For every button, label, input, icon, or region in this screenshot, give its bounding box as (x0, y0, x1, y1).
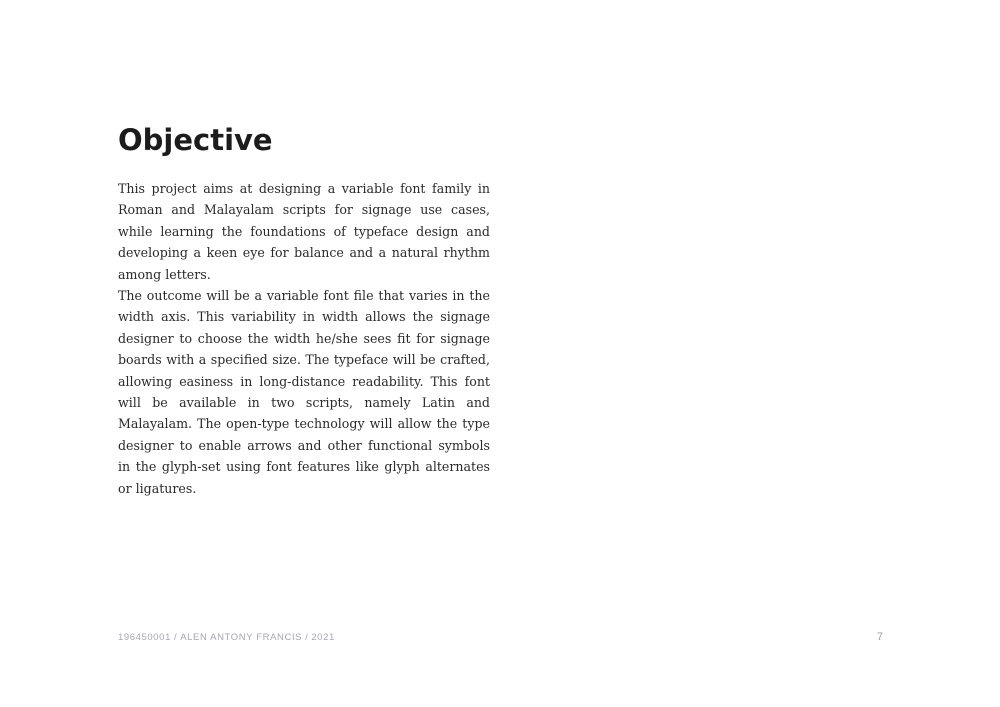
objective-paragraph-2: The outcome will be a variable font file that varies in the width axis. This variability in width allows the signage designer to choose the width he/she sees fit for signage boards with a specified size. The typeface will be crafted, allowing easiness in long-distance readability. This font will be available in two scripts, namely Latin and Malayalam. The open-type technology will allow the type designer to enable arrows and other functional symbols in the glyph-set using font features like glyph alternates or ligatures. (118, 288, 490, 496)
page-title: Objective (118, 123, 273, 157)
footer-author: ALEN ANTONY FRANCIS (180, 632, 303, 643)
page-footer-credits (118, 632, 335, 644)
footer-separator: / (305, 632, 309, 643)
page-number: 7 (876, 631, 883, 643)
footer-year: 2021 (311, 632, 335, 643)
objective-paragraph-1: This project aims at designing a variable font family in Roman and Malayalam scripts for signage use cases, while learning the foundations of typeface design and developing a keen eye for balance and a natural rhythm among letters. (118, 181, 490, 282)
footer-separator: / (173, 632, 178, 643)
footer-student-id: 196450001 (118, 632, 171, 643)
